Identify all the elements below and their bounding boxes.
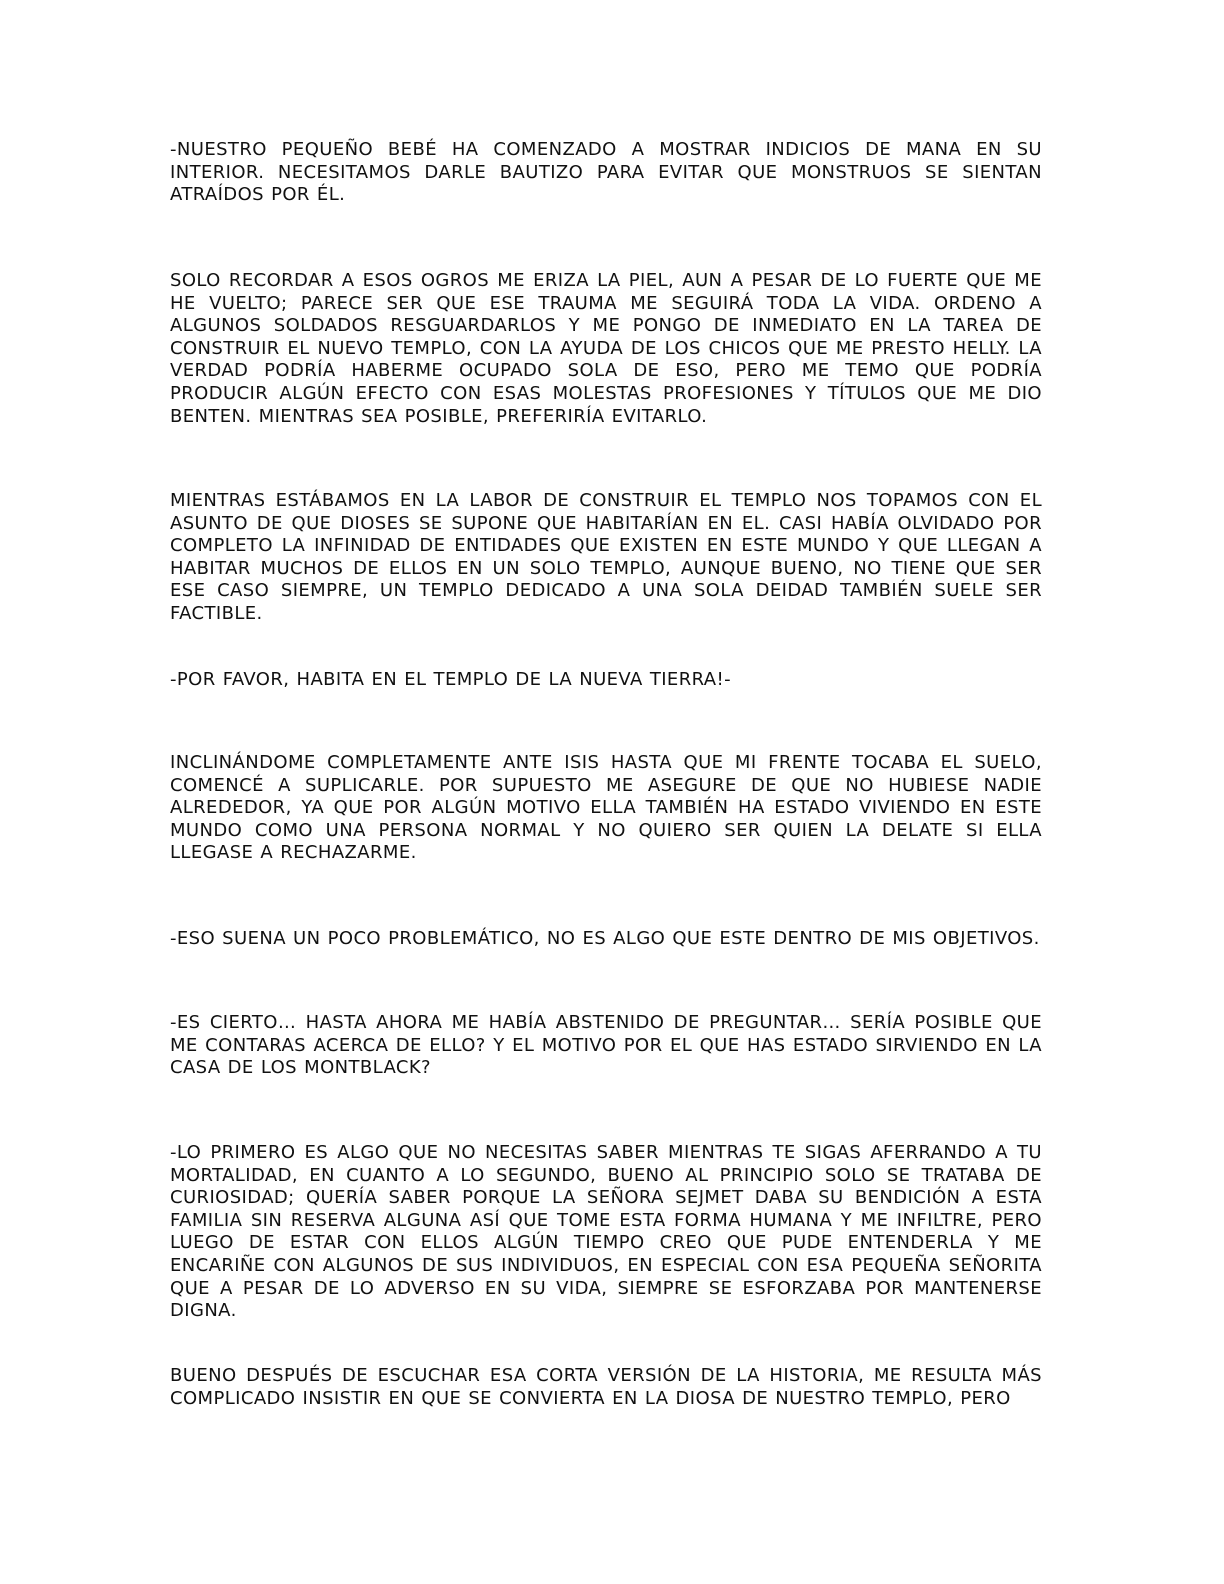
paragraph-6: -ESO SUENA UN POCO PROBLEMÁTICO, NO ES ALGO QUE ESTE DENTRO DE MIS OBJETIVOS. [170,928,1040,949]
paragraph-3: MIENTRAS ESTÁBAMOS EN LA LABOR DE CONSTRUIR EL TEMPLO NOS TOPAMOS CON EL ASUNTO DE QUE DIOSES SE SUPONE QUE HABITARÍAN EN EL. CASI HABÍA OLVIDADO POR COMPLETO LA INFINIDAD DE ENTIDADES QUE EXISTEN EN ESTE MUNDO Y QUE LLEGAN A HABITAR MUCHOS DE ELLOS EN UN SOLO TEMPLO, AUNQUE BUENO, NO TIENE QUE SER ESE CASO SIEMPRE, UN TEMPLO DEDICADO A UNA SOLA DEIDAD TAMBIÉN SUELE SER FACTIBLE. [170,490,1042,624]
paragraph-2: SOLO RECORDAR A ESOS OGROS ME ERIZA LA PIEL, AUN A PESAR DE LO FUERTE QUE ME HE VUELTO; PARECE SER QUE ESE TRAUMA ME SEGUIRÁ TODA LA VIDA. ORDENO A ALGUNOS SOLDADOS RESGUARDARLOS Y ME PONGO DE INMEDIATO EN LA TAREA DE CONSTRUIR EL NUEVO TEMPLO, CON LA AYUDA DE LOS CHICOS QUE ME PRESTO HELLY. LA VERDAD PODRÍA HABERME OCUPADO SOLA DE ESO, PERO ME TEMO QUE PODRÍA PRODUCIR ALGÚN EFECTO CON ESAS MOLESTAS PROFESIONES Y TÍTULOS QUE ME DIO BENTEN. MIENTRAS SEA POSIBLE, PREFERIRÍA EVITARLO. [170,270,1042,427]
paragraph-4: -POR FAVOR, HABITA EN EL TEMPLO DE LA NUEVA TIERRA!- [170,669,732,690]
paragraph-8: -LO PRIMERO ES ALGO QUE NO NECESITAS SABER MIENTRAS TE SIGAS AFERRANDO A TU MORTALIDAD, EN CUANTO A LO SEGUNDO, BUENO AL PRINCIPIO SOLO SE TRATABA DE CURIOSIDAD; QUERÍA SABER PORQUE LA SEÑORA SEJMET DABA SU BENDICIÓN A ESTA FAMILIA SIN RESERVA ALGUNA ASÍ QUE TOME ESTA FORMA HUMANA Y ME INFILTRE, PERO LUEGO DE ESTAR CON ELLOS ALGÚN TIEMPO CREO QUE PUDE ENTENDERLA Y ME ENCARIÑE CON ALGUNOS DE SUS INDIVIDUOS, EN ESPECIAL CON ESA PEQUEÑA SEÑORITA QUE A PESAR DE LO ADVERSO EN SU VIDA, SIEMPRE SE ESFORZABA POR MANTENERSE DIGNA. [170,1142,1042,1322]
paragraph-1: -NUESTRO PEQUEÑO BEBÉ HA COMENZADO A MOSTRAR INDICIOS DE MANA EN SU INTERIOR. NECESITAMOS DARLE BAUTIZO PARA EVITAR QUE MONSTRUOS SE SIENTAN ATRAÍDOS POR ÉL. [170,139,1042,206]
paragraph-9: BUENO DESPUÉS DE ESCUCHAR ESA CORTA VERSIÓN DE LA HISTORIA, ME RESULTA MÁS COMPLICADO INSISTIR EN QUE SE CONVIERTA EN LA DIOSA DE NUESTRO TEMPLO, PERO [170,1365,1042,1409]
paragraph-7: -ES CIERTO… HASTA AHORA ME HABÍA ABSTENIDO DE PREGUNTAR… SERÍA POSIBLE QUE ME CONTARAS ACERCA DE ELLO? Y EL MOTIVO POR EL QUE HAS ESTADO SIRVIENDO EN LA CASA DE LOS MONTBLACK? [170,1012,1042,1079]
paragraph-5: INCLINÁNDOME COMPLETAMENTE ANTE ISIS HASTA QUE MI FRENTE TOCABA EL SUELO, COMENCÉ A SUPLICARLE. POR SUPUESTO ME ASEGURE DE QUE NO HUBIESE NADIE ALREDEDOR, YA QUE POR ALGÚN MOTIVO ELLA TAMBIÉN HA ESTADO VIVIENDO EN ESTE MUNDO COMO UNA PERSONA NORMAL Y NO QUIERO SER QUIEN LA DELATE SI ELLA LLEGASE A RECHAZARME. [170,752,1042,864]
